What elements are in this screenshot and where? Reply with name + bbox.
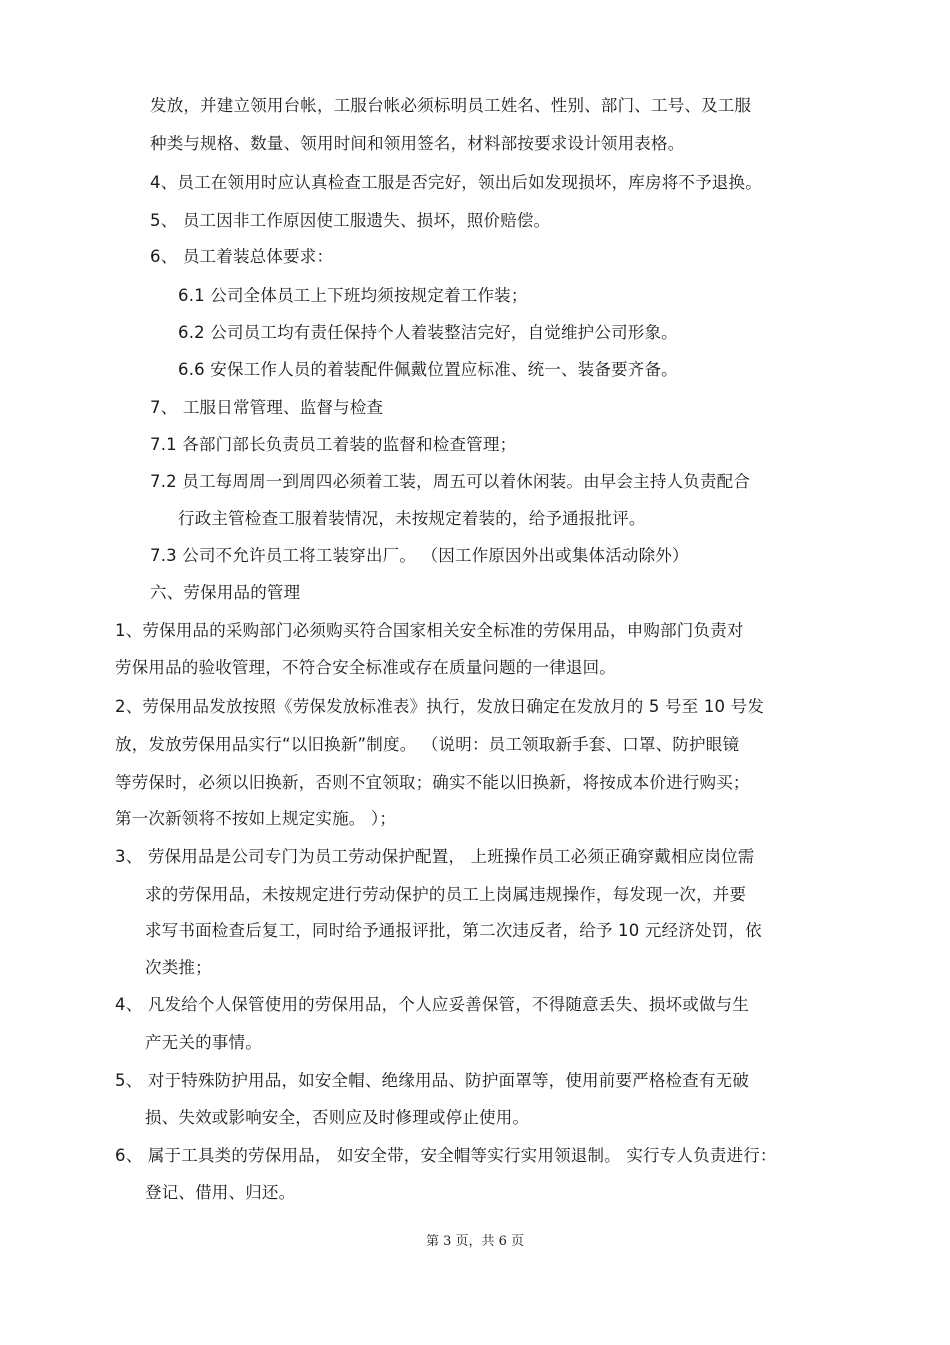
text-line: 7.1 各部门部长负责员工着装的监督和检查管理；: [150, 435, 517, 454]
page-number-footer: 第 3 页，共 6 页: [425, 1234, 525, 1249]
text-line: 6、 员工着装总体要求：: [150, 247, 334, 266]
text-line: 6.6 安保工作人员的着装配件佩戴位置应标准、统一、装备要齐备。: [178, 360, 678, 379]
text-line: 损、失效或影响安全，否则应及时修理或停止使用。: [145, 1108, 530, 1127]
text-line: 2、劳保用品发放按照《劳保发放标准表》执行，发放日确定在发放月的 5 号至 10 号发: [115, 697, 765, 716]
text-line: 4、 凡发给个人保管使用的劳保用品，个人应妥善保管，不得随意丢失、损坏或做与生: [115, 995, 750, 1014]
text-line: 7.3 公司不允许员工将工装穿出厂。 （因工作原因外出或集体活动除外）: [150, 546, 689, 565]
text-line: 发放，并建立领用台帐，工服台帐必须标明员工姓名、性别、部门、工号、及工服: [150, 96, 752, 115]
text-line: 7.2 员工每周周一到周四必须着工装，周五可以着休闲装。由早会主持人负责配合: [150, 472, 751, 491]
text-line: 5、 员工因非工作原因使工服遗失、损坏，照价赔偿。: [150, 211, 551, 230]
section-heading: 六、劳保用品的管理: [150, 583, 301, 602]
text-line: 6.2 公司员工均有责任保持个人着装整洁完好，自觉维护公司形象。: [178, 323, 678, 342]
text-line: 登记、借用、归还。: [145, 1183, 296, 1202]
text-line: 4、员工在领用时应认真检查工服是否完好，领出后如发现损坏，库房将不予退换。: [150, 173, 762, 192]
text-line: 种类与规格、数量、领用时间和领用签名，材料部按要求设计领用表格。: [150, 134, 685, 153]
text-line: 劳保用品的验收管理，不符合安全标准或存在质量问题的一律退回。: [115, 658, 616, 677]
text-line: 行政主管检查工服着装情况，未按规定着装的，给予通报批评。: [178, 509, 646, 528]
text-line: 求写书面检查后复工，同时给予通报评批，第二次违反者，给予 10 元经济处罚，依: [145, 921, 762, 940]
text-line: 次类推；: [145, 958, 212, 977]
text-line: 第一次新领将不按如上规定实施。 ）；: [115, 809, 397, 828]
text-line: 等劳保时，必须以旧换新，否则不宜领取；确实不能以旧换新，将按成本价进行购买；: [115, 773, 750, 792]
text-line: 6、 属于工具类的劳保用品， 如安全带，安全帽等实行实用领退制。 实行专人负责进行：: [115, 1146, 777, 1165]
text-line: 求的劳保用品，未按规定进行劳动保护的员工上岗属违规操作，每发现一次，并要: [145, 885, 747, 904]
text-line: 3、 劳保用品是公司专门为员工劳动保护配置， 上班操作员工必须正确穿戴相应岗位需: [115, 847, 755, 866]
text-line: 放，发放劳保用品实行“以旧换新”制度。 （说明：员工领取新手套、口罩、防护眼镜: [115, 735, 740, 754]
text-line: 产无关的事情。: [145, 1033, 262, 1052]
text-line: 1、劳保用品的采购部门必须购买符合国家相关安全标准的劳保用品，申购部门负责对: [115, 621, 744, 640]
text-line: 6.1 公司全体员工上下班均须按规定着工作装；: [178, 286, 528, 305]
text-line: 5、 对于特殊防护用品，如安全帽、绝缘用品、防护面罩等，使用前要严格检查有无破: [115, 1071, 750, 1090]
text-line: 7、 工服日常管理、监督与检查: [150, 398, 384, 417]
